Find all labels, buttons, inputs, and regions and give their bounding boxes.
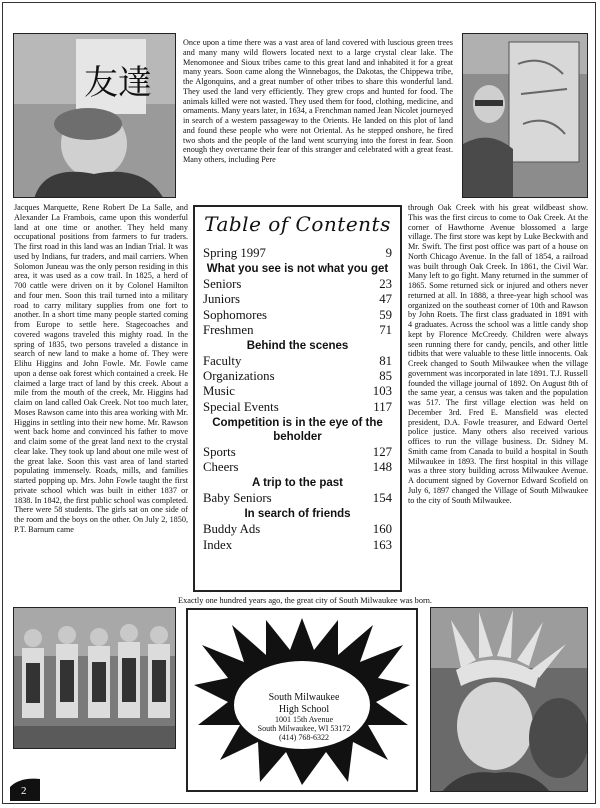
table-of-contents — [193, 205, 402, 592]
toc-entry-label: Faculty — [203, 354, 242, 369]
school-city: South Milwaukee, WI 53172 — [257, 724, 351, 734]
toc-entry — [203, 308, 392, 323]
toc-entry-label: Juniors — [203, 292, 240, 307]
toc-entry — [203, 522, 392, 537]
toc-entry — [203, 323, 392, 338]
toc-entry-page: 163 — [372, 537, 392, 552]
school-logo-box — [186, 608, 418, 792]
toc-section-heading: Behind the scenes — [246, 340, 349, 353]
toc-entry-page: 47 — [379, 292, 392, 307]
caption: Exactly one hundred years ago, the great city of South Milwaukee was born. — [178, 596, 432, 605]
toc-entry — [203, 292, 392, 307]
toc-entry-label: Organizations — [203, 369, 275, 384]
toc-entry-label: Freshmen — [203, 322, 254, 337]
chinese-characters: 友達 — [84, 63, 152, 103]
toc-entry-page: 59 — [379, 307, 392, 322]
toc-entry-label: Baby Seniors — [203, 491, 272, 506]
toc-entry-label: Sports — [203, 444, 236, 459]
toc-entry-page: 103 — [372, 384, 392, 399]
toc-entry-label: Music — [203, 384, 235, 399]
toc-entry-page: 117 — [373, 399, 392, 414]
toc-entry-page: 148 — [372, 460, 392, 475]
school-info — [250, 692, 358, 743]
toc-section-heading: What you see is not what you get — [206, 263, 389, 276]
toc-entry — [203, 460, 392, 475]
toc-entry-label: Cheers — [203, 460, 239, 475]
toc-entry — [203, 538, 392, 553]
toc-entry-page: 9 — [385, 246, 392, 260]
toc-entry-label: Sophomores — [203, 307, 267, 322]
toc-entry-page: 81 — [379, 354, 392, 369]
toc-entry-label: Index — [203, 537, 233, 552]
toc-entry — [203, 400, 392, 415]
toc-entry — [203, 354, 392, 369]
toc-entry-page: 71 — [379, 322, 392, 337]
toc-entry-label: Spring 1997 — [203, 246, 266, 260]
toc-entry — [203, 445, 392, 460]
school-phone: (414) 768-6322 — [279, 733, 329, 743]
toc-entry — [203, 491, 392, 506]
toc-list — [203, 246, 392, 553]
toc-entry — [203, 246, 392, 261]
toc-section-heading: A trip to the past — [252, 477, 343, 490]
school-name-line1: South Milwaukee — [268, 692, 340, 703]
intro-text-top: Once upon a time there was a vast area of land covered with luscious green trees and many many wild flowers located next to a large crystal clear lake. The Menomonee and Sioux tribes came to this great land and inhabited it for a great many years. Soon came along the Winnebagos, the Dakotas, the Chippewa tribe, the Algonquins, and a great number of other tribes to share this wonderful land. They used the land very efficiently. They grew crops and hunted for food. The animals killed were not wasted. They used them for food, clothing, medicine, and ornaments. Many years later, in 1634, a Frenchman named Jean Nicolet journeyed in search of a western passageway to the Orients. He landed on this plot of land and found these people who were not Oriental. As he stepped onshore, he fired two shots and the people of the land went scurrying into the forest in fear. Soon enough they overcame their fear of this stranger and celebrated with a great feast. Many others, including Pere — [183, 38, 453, 164]
school-address: 1001 15th Avenue — [274, 715, 334, 724]
school-name-line2: High School — [278, 703, 330, 715]
photo-top-left — [13, 33, 176, 198]
history-text-right: through Oak Creek with his great wildbeast show. This was the first circus to come to Oak Creek. At the corner of Hawthorne Avenue blossomed a large village. The first store was kept by Luke Beckwith and Mr. Swift. The first post office was part of a house on North Chicago Avenue. In the fall of 1854, a railroad was built through Oak Creek. In 1861, the Civil War. Many left to go fight. Many returned in the summer of 1865. Some returned sick or injured and others never returned at all. In 1888, a three-year high school was organized on the southeast corner of 10th and Rawson by John Roets. The first class graduated in 1891 with 4 graduates. Across the school was a little candy shop kept by Florence McCreedy. Children were always seen running there for candy, pencils, and other little tidbits that were valuable to these little innocents. Oak Creek changed to South Milwaukee when the village government was incorporated in late 1891. T.J. Russell founded the village journal of 1892. On August 8th of the same year, a census was taken and the population was 517. The first village election was held on December 3rd. Fred E. Mansfield was elected president, D.A. Fowle treasurer, and Edward Oertel police justice. Many others also received various offices to run the village business. Dr. Sidney M. Smith came from Canada to build a hospital in South Milwaukee in 1893. The first hospital in this village was a three story building across Milwaukee Avenue. A document signed by Governor Edward Scofield on July 6, 1897 changed the Village of South Milwaukee to the city of South Milwaukee. — [408, 203, 588, 505]
toc-entry-page: 85 — [379, 369, 392, 384]
toc-entry-label: Buddy Ads — [203, 522, 261, 537]
toc-entry-page: 160 — [372, 522, 392, 537]
toc-entry — [203, 384, 392, 399]
photo-top-right — [462, 33, 588, 198]
page-number-badge — [10, 777, 40, 801]
toc-entry-page: 154 — [372, 491, 392, 506]
toc-title: Table of Contents — [204, 212, 391, 236]
photo-bottom-left — [13, 607, 176, 749]
toc-entry — [203, 277, 392, 292]
toc-entry — [203, 369, 392, 384]
toc-entry-page: 23 — [379, 277, 392, 292]
page-number: 2 — [21, 785, 27, 797]
photo-bottom-right — [430, 607, 588, 792]
toc-entry-label: Special Events — [203, 399, 279, 414]
toc-section-heading: Competition is in the eye of the beholder — [212, 416, 383, 443]
toc-entry-page: 127 — [372, 444, 392, 459]
toc-section-heading: In search of friends — [244, 508, 351, 521]
history-text-left: Jacques Marquette, Rene Robert De La Salle, and Alexander La Frambois, came upon this wonderful land at one time or another. They held many occupational positions from farmers to fur traders. The first road in this land was an Indian Trial. It was used by Indians, fur traders, and mail carriers. When Solomon Juneau was the only person residing in this area, it was used as a cow trail. In 1825, a herd of 700 cattle were driven on it by Colonel Hamilton and four men. Soon this trail turned into a military road to carry military supplies from one fort to another. In a short time many people started coming from Europe to settle here. Stagecoaches and covered wagons traveled this mighty road. In the spring of 1835, two persons traveled a distance in search of new land to make a home of. They were Elihu Higgins and John Fowle. Mr. Fowle came upon a dense oak forest which contained a creek. He claimed a large tract of land by this creek. About a mile from the mouth of the creek, Mr. Higgins had claim on land called Oak Creek. Not too much later, Moses Rawson came into this area working with Mr. Higgins in settling into their new home. Mr. Rawson went back home and convinced his father to move and claim some of the great land next to the crystal clear lake. They took up land about one mile west of the great lake. Soon this vast area of land started populating immensely. Roads, mills, and families started popping up. Mrs. John Fowle taught the first private school which was built in either 1837 or 1838. In 1842, the first public school was completed. There were 58 students. The girls sat on one side of the room and the boys on the other. On July 2, 1850, P.T. Barnum came — [14, 203, 188, 534]
toc-entry-label: Seniors — [203, 277, 242, 292]
